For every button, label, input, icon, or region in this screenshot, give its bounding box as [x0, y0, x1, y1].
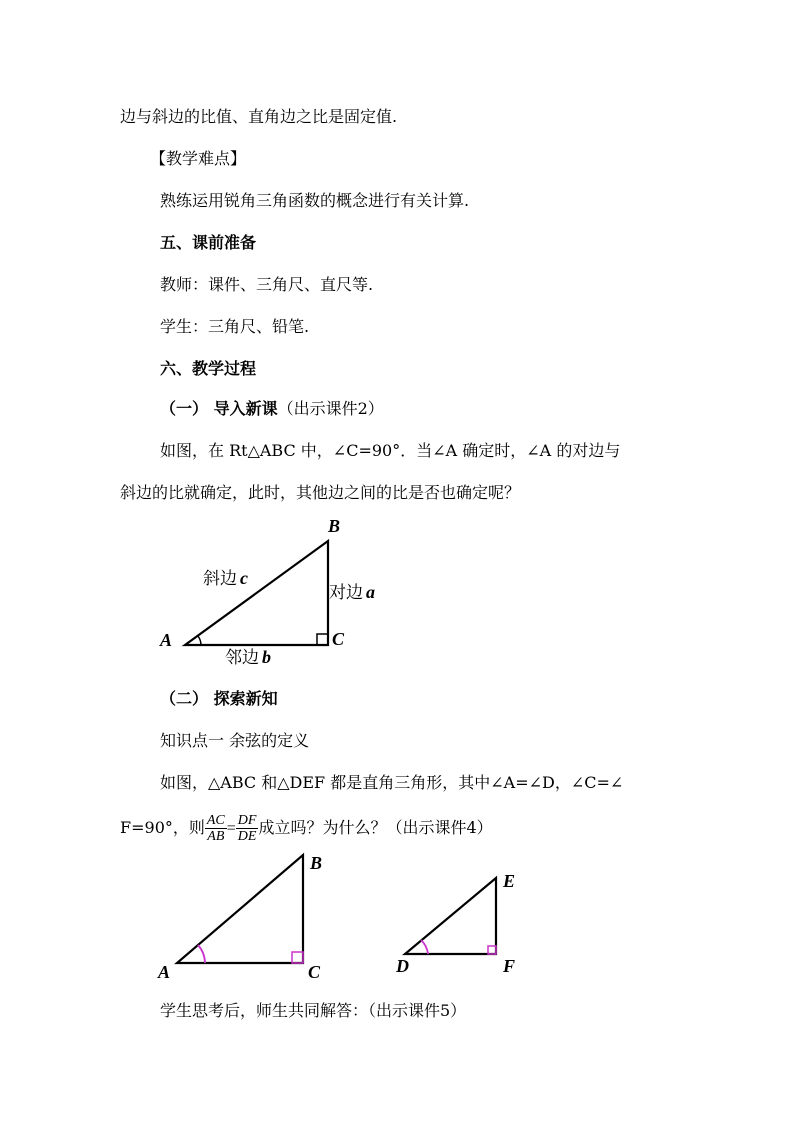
fraction-numerator-df: DF: [237, 813, 257, 828]
right-angle-mark-c: [292, 952, 303, 963]
paragraph-teacher: 教师：课件、三角尺、直尺等.: [160, 275, 374, 294]
opposite-var: a: [366, 582, 375, 602]
section-heading-preparation: 五、课前准备: [160, 233, 257, 252]
vertex-c-label: C: [332, 629, 345, 649]
vertex-b-label: B: [328, 516, 341, 536]
paragraph-10: 斜边的比就确定，此时，其他边之间的比是否也确定呢？: [120, 483, 521, 502]
subsection-heading-intro-title: （一） 导入新课: [160, 399, 278, 418]
vertex-e-label: E: [503, 871, 516, 891]
subsection-heading-explore: （二） 探索新知: [160, 689, 278, 708]
subsection-heading-intro-note: （出示课件2）: [277, 399, 384, 418]
paragraph-15: 学生思考后，师生共同解答：（出示课件5）: [160, 1001, 467, 1020]
vertex-d-label: D: [396, 956, 409, 976]
knowledge-point-title: 知识点一 余弦的定义: [160, 731, 310, 750]
angle-d-arc: [421, 940, 428, 954]
section-heading-process: 六、教学过程: [160, 359, 257, 378]
equals-sign: =: [226, 820, 236, 837]
vertex-a-label: A: [160, 630, 173, 650]
paragraph-14-start: F=90°，则: [120, 818, 205, 837]
hypotenuse-label: 斜边: [203, 569, 237, 589]
vertex-c-label-2: C: [308, 962, 321, 982]
paragraph-1: 边与斜边的比值、直角边之比是固定值.: [120, 107, 398, 126]
triangle-def: [405, 878, 496, 954]
paragraph-student: 学生：三角尺、铅笔.: [160, 317, 310, 336]
paragraph-14-end: 成立吗？为什么？（出示课件4）: [258, 818, 493, 837]
vertex-a-label-2: A: [158, 962, 171, 982]
triangle-abc-2: [177, 855, 303, 963]
right-angle-mark-f: [488, 946, 496, 954]
vertex-f-label: F: [503, 956, 516, 976]
fraction-denominator-ab: AB: [207, 829, 225, 844]
angle-a-arc-2: [198, 945, 205, 963]
vertex-b-label-2: B: [310, 853, 323, 873]
section-heading-difficulty: 【教学难点】: [150, 149, 247, 168]
hypotenuse-var: c: [240, 568, 248, 588]
paragraph-13: 如图，△ABC 和△DEF 都是直角三角形，其中∠A=∠D，∠C=∠: [160, 773, 624, 792]
adjacent-label: 邻边: [225, 648, 259, 668]
adjacent-var: b: [262, 647, 271, 667]
paragraph-9: 如图，在 Rt△ABC 中，∠C=90°．当∠A 确定时，∠A 的对边与: [160, 441, 621, 460]
paragraph-3: 熟练运用锐角三角函数的概念进行有关计算.: [160, 191, 470, 210]
fraction-denominator-de: DE: [237, 829, 257, 844]
opposite-label: 对边: [329, 583, 363, 603]
fraction-numerator-ac: AC: [206, 813, 225, 828]
